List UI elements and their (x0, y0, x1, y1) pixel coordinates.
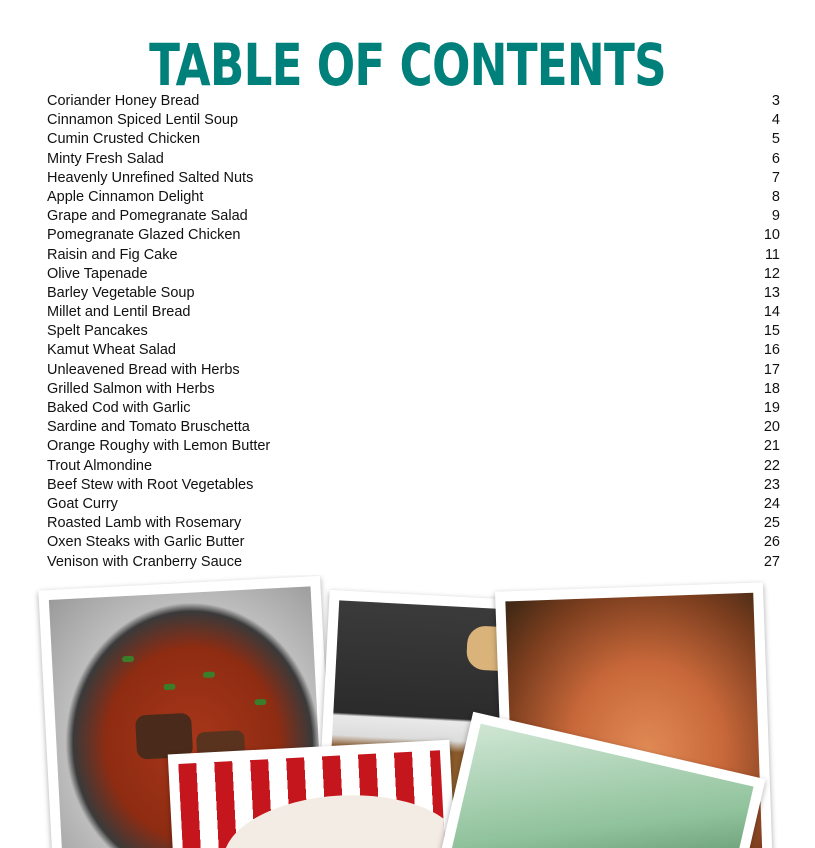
toc-entry (47, 399, 780, 418)
toc-entry-page: 11 (764, 246, 780, 263)
toc-entry-title: Grape and Pomegranate Salad (47, 208, 248, 225)
toc-entry (47, 150, 780, 169)
toc-entry-title: Heavenly Unrefined Salted Nuts (47, 169, 254, 186)
toc-entry (47, 533, 780, 552)
toc-entry (47, 341, 780, 360)
toc-entry-title: Unleavened Bread with Herbs (47, 361, 240, 378)
toc-entry-page: 13 (763, 284, 780, 301)
toc-entry-page: 18 (763, 380, 780, 397)
toc-entry (47, 495, 780, 514)
toc-entry-page: 23 (763, 476, 780, 493)
toc-entry (47, 207, 780, 226)
toc-entry-title: Beef Stew with Root Vegetables (47, 476, 254, 493)
toc-entry (47, 361, 780, 380)
toc-entry (47, 188, 780, 207)
toc-entry-title: Sardine and Tomato Bruschetta (47, 419, 250, 436)
photo-bruschetta (168, 740, 459, 848)
toc-entry-page: 14 (763, 304, 780, 321)
toc-entry-title: Venison with Cranberry Sauce (47, 553, 243, 570)
toc-entry-page: 24 (763, 495, 780, 512)
toc-entry (47, 265, 780, 284)
toc-entry (47, 169, 780, 188)
toc-list (47, 92, 780, 572)
toc-entry (47, 130, 780, 149)
toc-entry-title: Minty Fresh Salad (47, 150, 164, 167)
toc-entry-page: 5 (771, 131, 780, 148)
toc-entry-page: 21 (763, 438, 780, 455)
toc-entry-page: 20 (763, 419, 780, 436)
toc-entry-page: 19 (763, 400, 780, 416)
toc-entry (47, 92, 780, 111)
toc-entry (47, 476, 780, 495)
toc-entry-title: Baked Cod with Garlic (47, 400, 191, 416)
toc-entry-page: 7 (771, 169, 780, 186)
toc-entry (47, 437, 780, 456)
toc-entry-title: Oxen Steaks with Garlic Butter (47, 534, 245, 551)
toc-entry-title: Barley Vegetable Soup (47, 284, 195, 301)
toc-entry-title: Pomegranate Glazed Chicken (47, 227, 241, 244)
toc-entry-page: 8 (771, 188, 780, 205)
toc-entry-title: Olive Tapenade (47, 265, 148, 282)
toc-entry-title: Millet and Lentil Bread (47, 304, 191, 321)
toc-entry-title: Spelt Pancakes (47, 323, 148, 340)
toc-entry (47, 303, 780, 322)
toc-entry (47, 380, 780, 399)
toc-entry (47, 111, 780, 130)
toc-entry (47, 514, 780, 533)
toc-entry (47, 226, 780, 245)
toc-entry-title: Cumin Crusted Chicken (47, 131, 201, 148)
toc-entry (47, 322, 780, 341)
toc-entry-page: 15 (763, 323, 780, 340)
toc-entry-title: Coriander Honey Bread (47, 93, 200, 109)
toc-entry-page: 25 (763, 515, 780, 532)
toc-entry-page: 3 (771, 93, 780, 109)
toc-entry (47, 284, 780, 303)
toc-entry-page: 27 (763, 553, 780, 570)
toc-entry (47, 246, 780, 265)
toc-entry-page: 26 (763, 534, 780, 551)
toc-entry-page: 10 (763, 227, 780, 244)
toc-entry (47, 418, 780, 437)
toc-entry-page: 12 (763, 265, 780, 282)
photo-collage (0, 575, 815, 848)
toc-entry-title: Cinnamon Spiced Lentil Soup (47, 112, 239, 129)
toc-entry-title: Kamut Wheat Salad (47, 342, 176, 359)
toc-entry-page: 16 (763, 342, 780, 359)
toc-entry-page: 9 (771, 208, 780, 225)
toc-entry (47, 553, 780, 572)
toc-entry-title: Trout Almondine (47, 457, 153, 474)
toc-entry-page: 6 (771, 150, 780, 167)
toc-entry (47, 457, 780, 476)
toc-entry-title: Roasted Lamb with Rosemary (47, 515, 242, 532)
toc-entry-page: 4 (771, 112, 780, 129)
toc-entry-title: Raisin and Fig Cake (47, 246, 178, 263)
page-title: TABLE OF CONTENTS (149, 31, 666, 99)
toc-entry-title: Apple Cinnamon Delight (47, 188, 204, 205)
toc-entry-title: Orange Roughy with Lemon Butter (47, 438, 271, 455)
toc-entry-title: Goat Curry (47, 495, 118, 512)
toc-entry-page: 17 (763, 361, 780, 378)
toc-entry-page: 22 (763, 457, 780, 474)
toc-entry-title: Grilled Salmon with Herbs (47, 380, 215, 397)
